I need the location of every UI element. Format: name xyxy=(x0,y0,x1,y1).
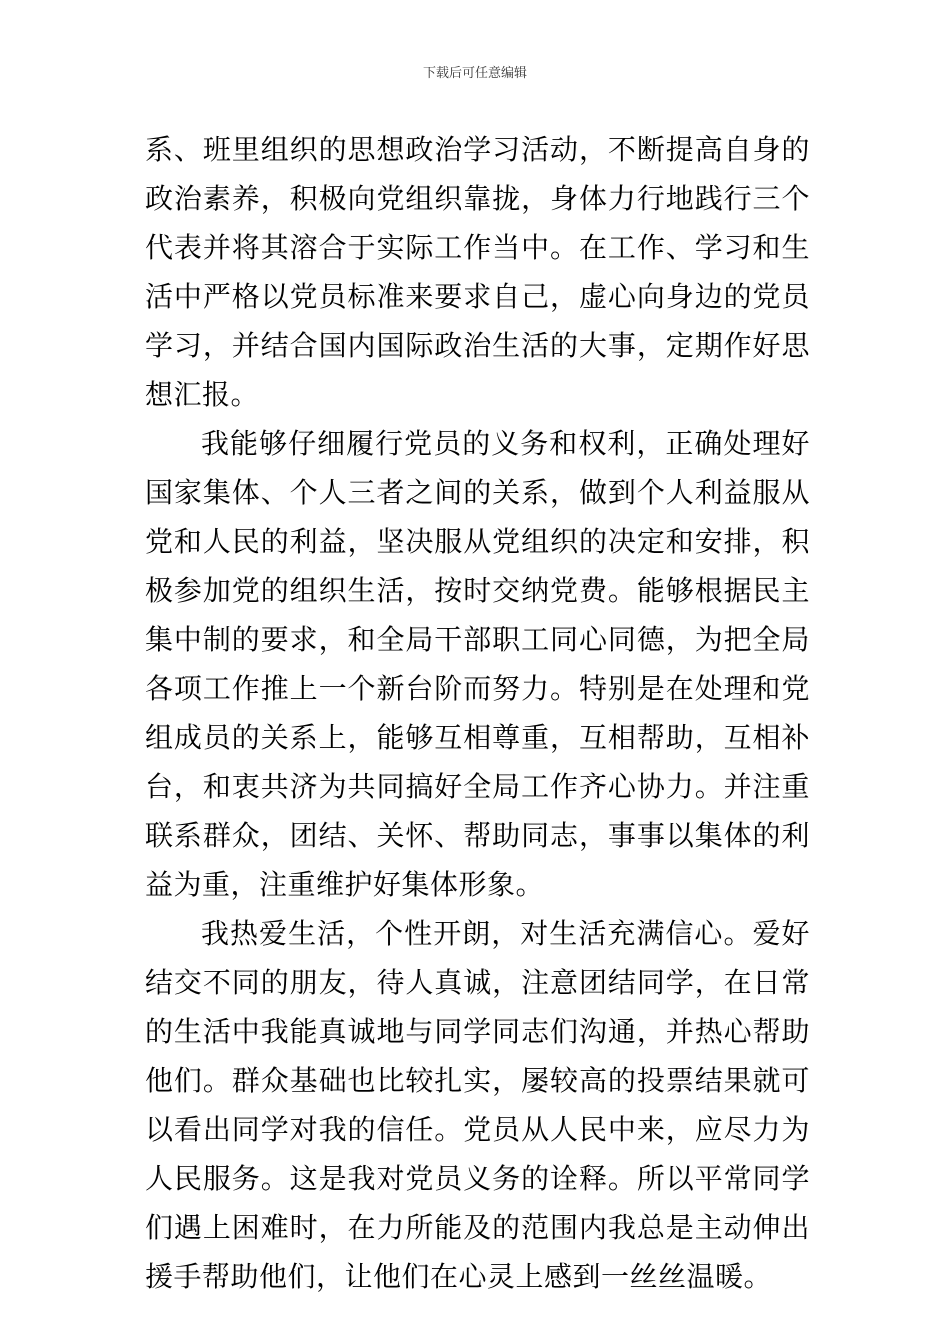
page-header: 下载后可任意编辑 xyxy=(422,66,527,81)
document-body xyxy=(145,125,810,1301)
paragraph-1: 系、班里组织的思想政治学习活动，不断提高自身的政治素养，积极向党组织靠拢，身体力行地践行三个代表并将其溶合于实际工作当中。在工作、学习和生活中严格以党员标准来要求自己，虚心向身边的党员学习，并结合国内国际政治生活的大事，定期作好思想汇报。 xyxy=(145,133,810,411)
paragraph-2: 我能够仔细履行党员的义务和权利，正确处理好国家集体、个人三者之间的关系，做到个人利益服从党和人民的利益，坚决服从党组织的决定和安排，积极参加党的组织生活，按时交纳党费。能够根据民主集中制的要求，和全局干部职工同心同德，为把全局各项工作推上一个新台阶而努力。特别是在处理和党组成员的关系上，能够互相尊重，互相帮助，互相补台，和衷共济为共同搞好全局工作齐心协力。并注重联系群众，团结、关怀、帮助同志，事事以集体的利益为重，注重维护好集体形象。 xyxy=(145,427,810,901)
paragraph-3: 我热爱生活，个性开朗，对生活充满信心。爱好结交不同的朋友，待人真诚，注意团结同学，在日常的生活中我能真诚地与同学同志们沟通，并热心帮助他们。群众基础也比较扎实，屡较高的投票结果就可以看出同学对我的信任。党员从人民中来，应尽力为人民服务。这是我对党员义务的诠释。所以平常同学们遇上困难时，在力所能及的范围内我总是主动伸出援手帮助他们，让他们在心灵上感到一丝丝温暖。 xyxy=(145,917,810,1293)
